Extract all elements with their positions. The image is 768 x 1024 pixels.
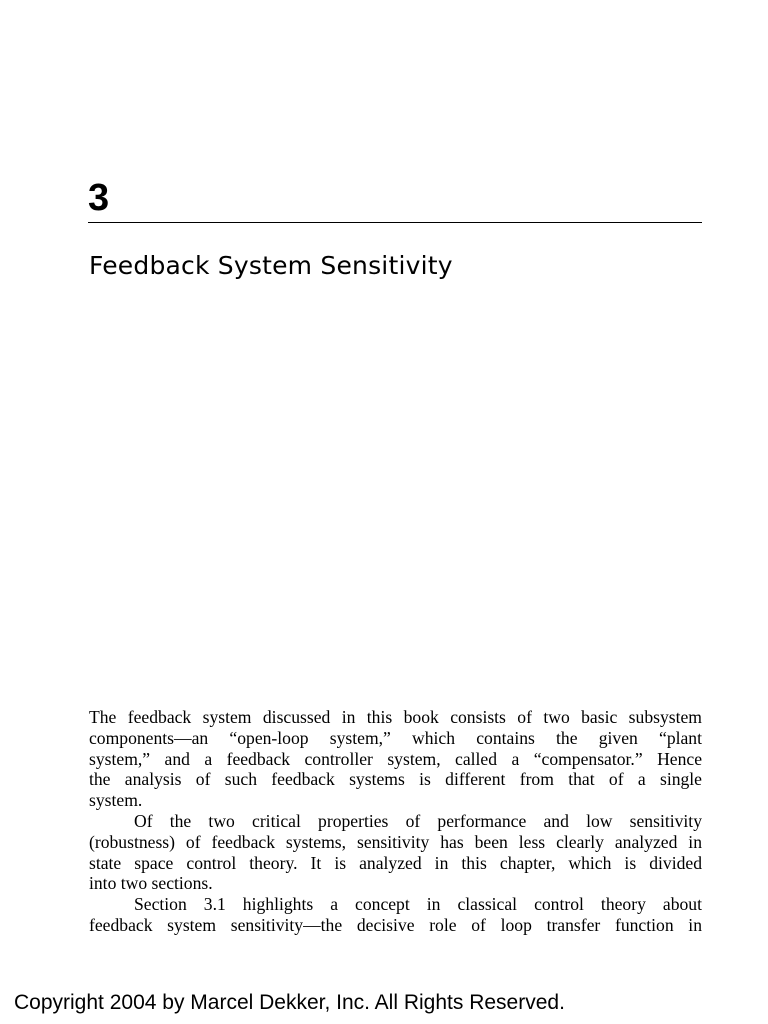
copyright-footer: Copyright 2004 by Marcel Dekker, Inc. All Rights Reserved. bbox=[14, 991, 565, 1014]
body-line: system,” and a feedback controller system, called a “compensator.” Hence bbox=[89, 748, 702, 769]
body-text bbox=[89, 707, 702, 936]
body-line: state space control theory. It is analyzed in this chapter, which is divided bbox=[89, 852, 702, 873]
body-line: The feedback system discussed in this book consists of two basic subsystem bbox=[89, 707, 702, 727]
body-line: (robustness) of feedback systems, sensitivity has been less clearly analyzed in bbox=[89, 831, 702, 852]
body-line: the analysis of such feedback systems is different from that of a single bbox=[89, 769, 702, 790]
body-line: components—an “open-loop system,” which contains the given “plant bbox=[89, 727, 702, 748]
body-line: Of the two critical properties of performance and low sensitivity bbox=[134, 810, 702, 831]
body-line: Section 3.1 highlights a concept in classical control theory about bbox=[134, 894, 702, 915]
chapter-number: 3 bbox=[88, 177, 110, 219]
body-line: into two sections. bbox=[89, 873, 213, 894]
body-line: system. bbox=[89, 790, 143, 811]
body-line: feedback system sensitivity—the decisive role of loop transfer function in bbox=[89, 914, 702, 935]
chapter-title: Feedback System Sensitivity bbox=[89, 251, 453, 280]
chapter-title-rule bbox=[88, 222, 702, 223]
